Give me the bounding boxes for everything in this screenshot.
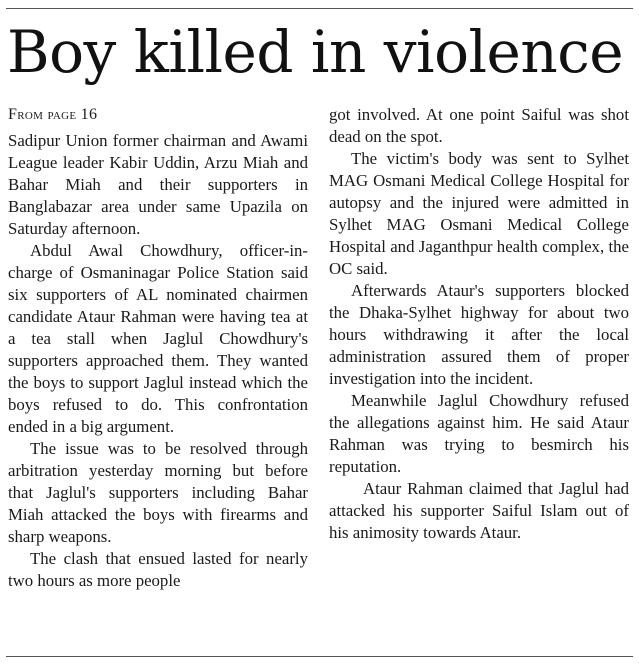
paragraph: Abdul Awal Chowdhury, officer-in-charge of Osmaninagar Police Station said six supporters of AL nominated chairmen candidate Ataur Rahman were having tea at a tea stall when Jaglul Chowdhury's supporters approached them. They wanted the boys to support Jaglul instead which the boys refused to do. This confrontation ended in a big argument. bbox=[8, 241, 308, 436]
paragraph: The victim's body was sent to Sylhet MAG Osmani Medical College Hospital for autopsy and the injured were admitted in Sylhet MAG Osmani Medical College Hospital and Jaganthpur health complex, the OC said. bbox=[329, 149, 629, 278]
bottom-rule bbox=[6, 656, 633, 657]
paragraph: The issue was to be resolved through arbitration yesterday morning but before that Jaglul's supporters including Bahar Miah attacked the boys with firearms and sharp weapons. bbox=[8, 439, 308, 546]
article-column-right bbox=[329, 104, 629, 544]
paragraph: Afterwards Ataur's supporters blocked the Dhaka-Sylhet highway for about two hours withdrawing it after the local administration assured them of proper investigation into the incident. bbox=[329, 281, 629, 388]
paragraph: Ataur Rahman claimed that Jaglul had attacked his supporter Saiful Islam out of his animosity towards Ataur. bbox=[329, 479, 629, 542]
paragraph: The clash that ensued lasted for nearly two hours as more people bbox=[8, 549, 308, 590]
top-rule bbox=[6, 8, 633, 9]
paragraph: Meanwhile Jaglul Chowdhury refused the allegations against him. He said Ataur Rahman was trying to besmirch his reputation. bbox=[329, 391, 629, 476]
article-column-left bbox=[8, 104, 308, 592]
jump-line: From page 16 bbox=[8, 106, 98, 123]
paragraph: Sadipur Union former chairman and Awami League leader Kabir Uddin, Arzu Miah and Bahar Miah and their supporters in Banglabazar area under same Upazila on Saturday afternoon. bbox=[8, 131, 308, 238]
article-headline: Boy killed in violence bbox=[7, 18, 624, 86]
paragraph: got involved. At one point Saiful was shot dead on the spot. bbox=[329, 105, 629, 146]
